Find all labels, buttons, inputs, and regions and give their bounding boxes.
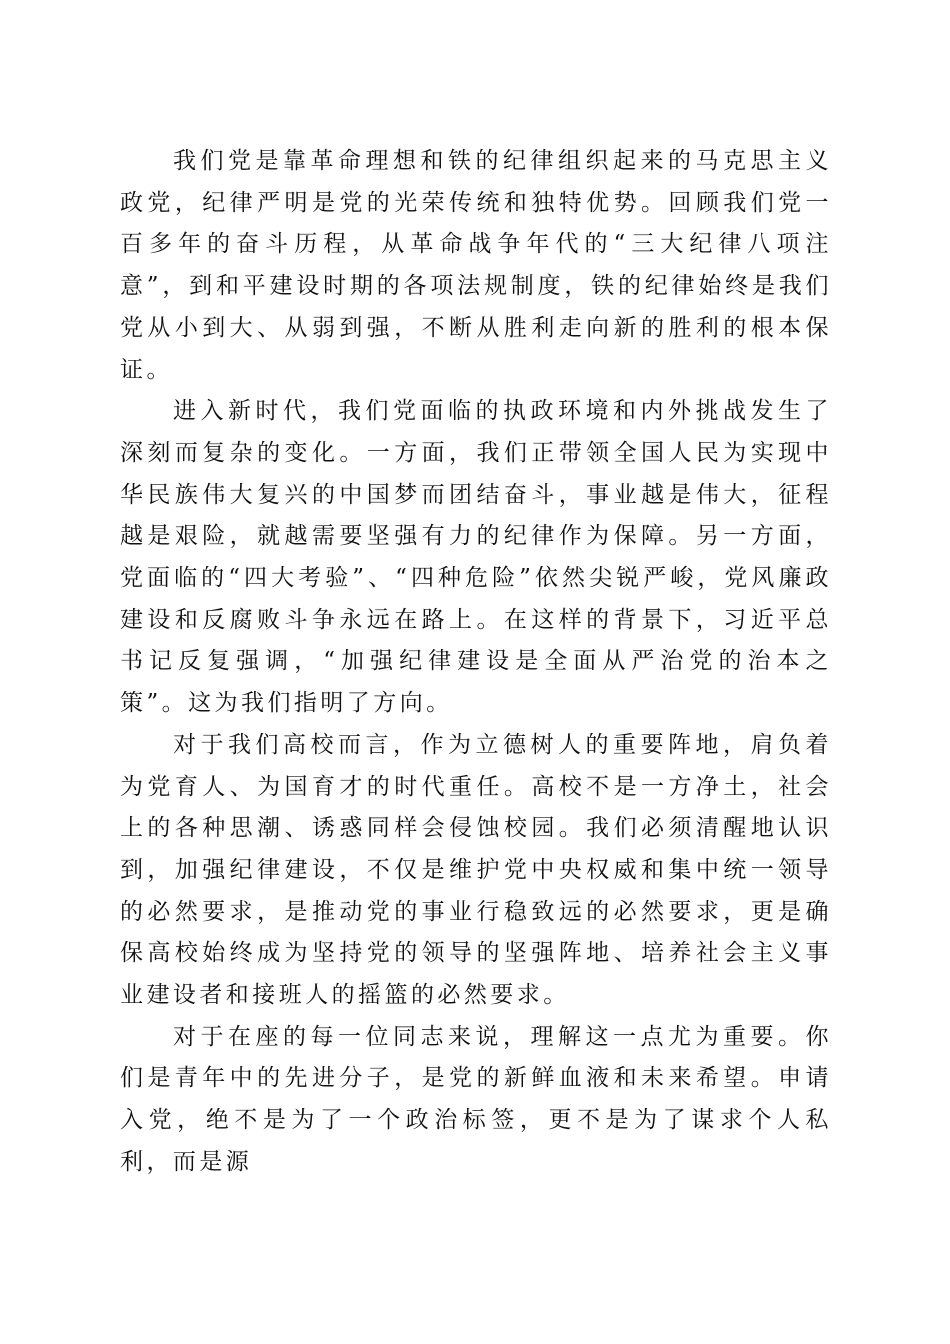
paragraph-comrades-significance: 对于在座的每一位同志来说，理解这一点尤为重要。你们是青年中的先进分子，是党的新鲜血液和未来希望。申请入党，绝不是为了一个政治标签，更不是为了谋求个人私利，而是源 bbox=[120, 1023, 832, 1175]
paragraph-party-discipline-tradition: 我们党是靠革命理想和铁的纪律组织起来的马克思主义政党，纪律严明是党的光荣传统和独特优势。回顾我们党一百多年的奋斗历程，从革命战争年代的“三大纪律八项注意”，到和平建设时期的各项法规制度，铁的纪律始终是我们党从小到大、从弱到强，不断从胜利走向新的胜利的根本保证。 bbox=[120, 148, 832, 383]
paragraph-university-responsibility: 对于我们高校而言，作为立德树人的重要阵地，肩负着为党育人、为国育才的时代重任。高校不是一方净土，社会上的各种思潮、诱惑同样会侵蚀校园。我们必须清醒地认识到，加强纪律建设，不仅是维护党中央权威和集中统一领导的必然要求，是推动党的事业行稳致远的必然要求，更是确保高校始终成为坚持党的领导的坚强阵地、培养社会主义事业建设者和接班人的摇篮的必然要求。 bbox=[120, 731, 832, 1009]
paragraph-new-era-challenges: 进入新时代，我们党面临的执政环境和内外挑战发生了深刻而复杂的变化。一方面，我们正带领全国人民为实现中华民族伟大复兴的中国梦而团结奋斗，事业越是伟大，征程越是艰险，就越需要坚强有力的纪律作为保障。另一方面，党面临的“四大考验”、“四种危险”依然尖锐严峻，党风廉政建设和反腐败斗争永远在路上。在这样的背景下，习近平总书记反复强调，“加强纪律建设是全面从严治党的治本之策”。这为我们指明了方向。 bbox=[120, 398, 832, 717]
document-body bbox=[120, 141, 832, 1184]
